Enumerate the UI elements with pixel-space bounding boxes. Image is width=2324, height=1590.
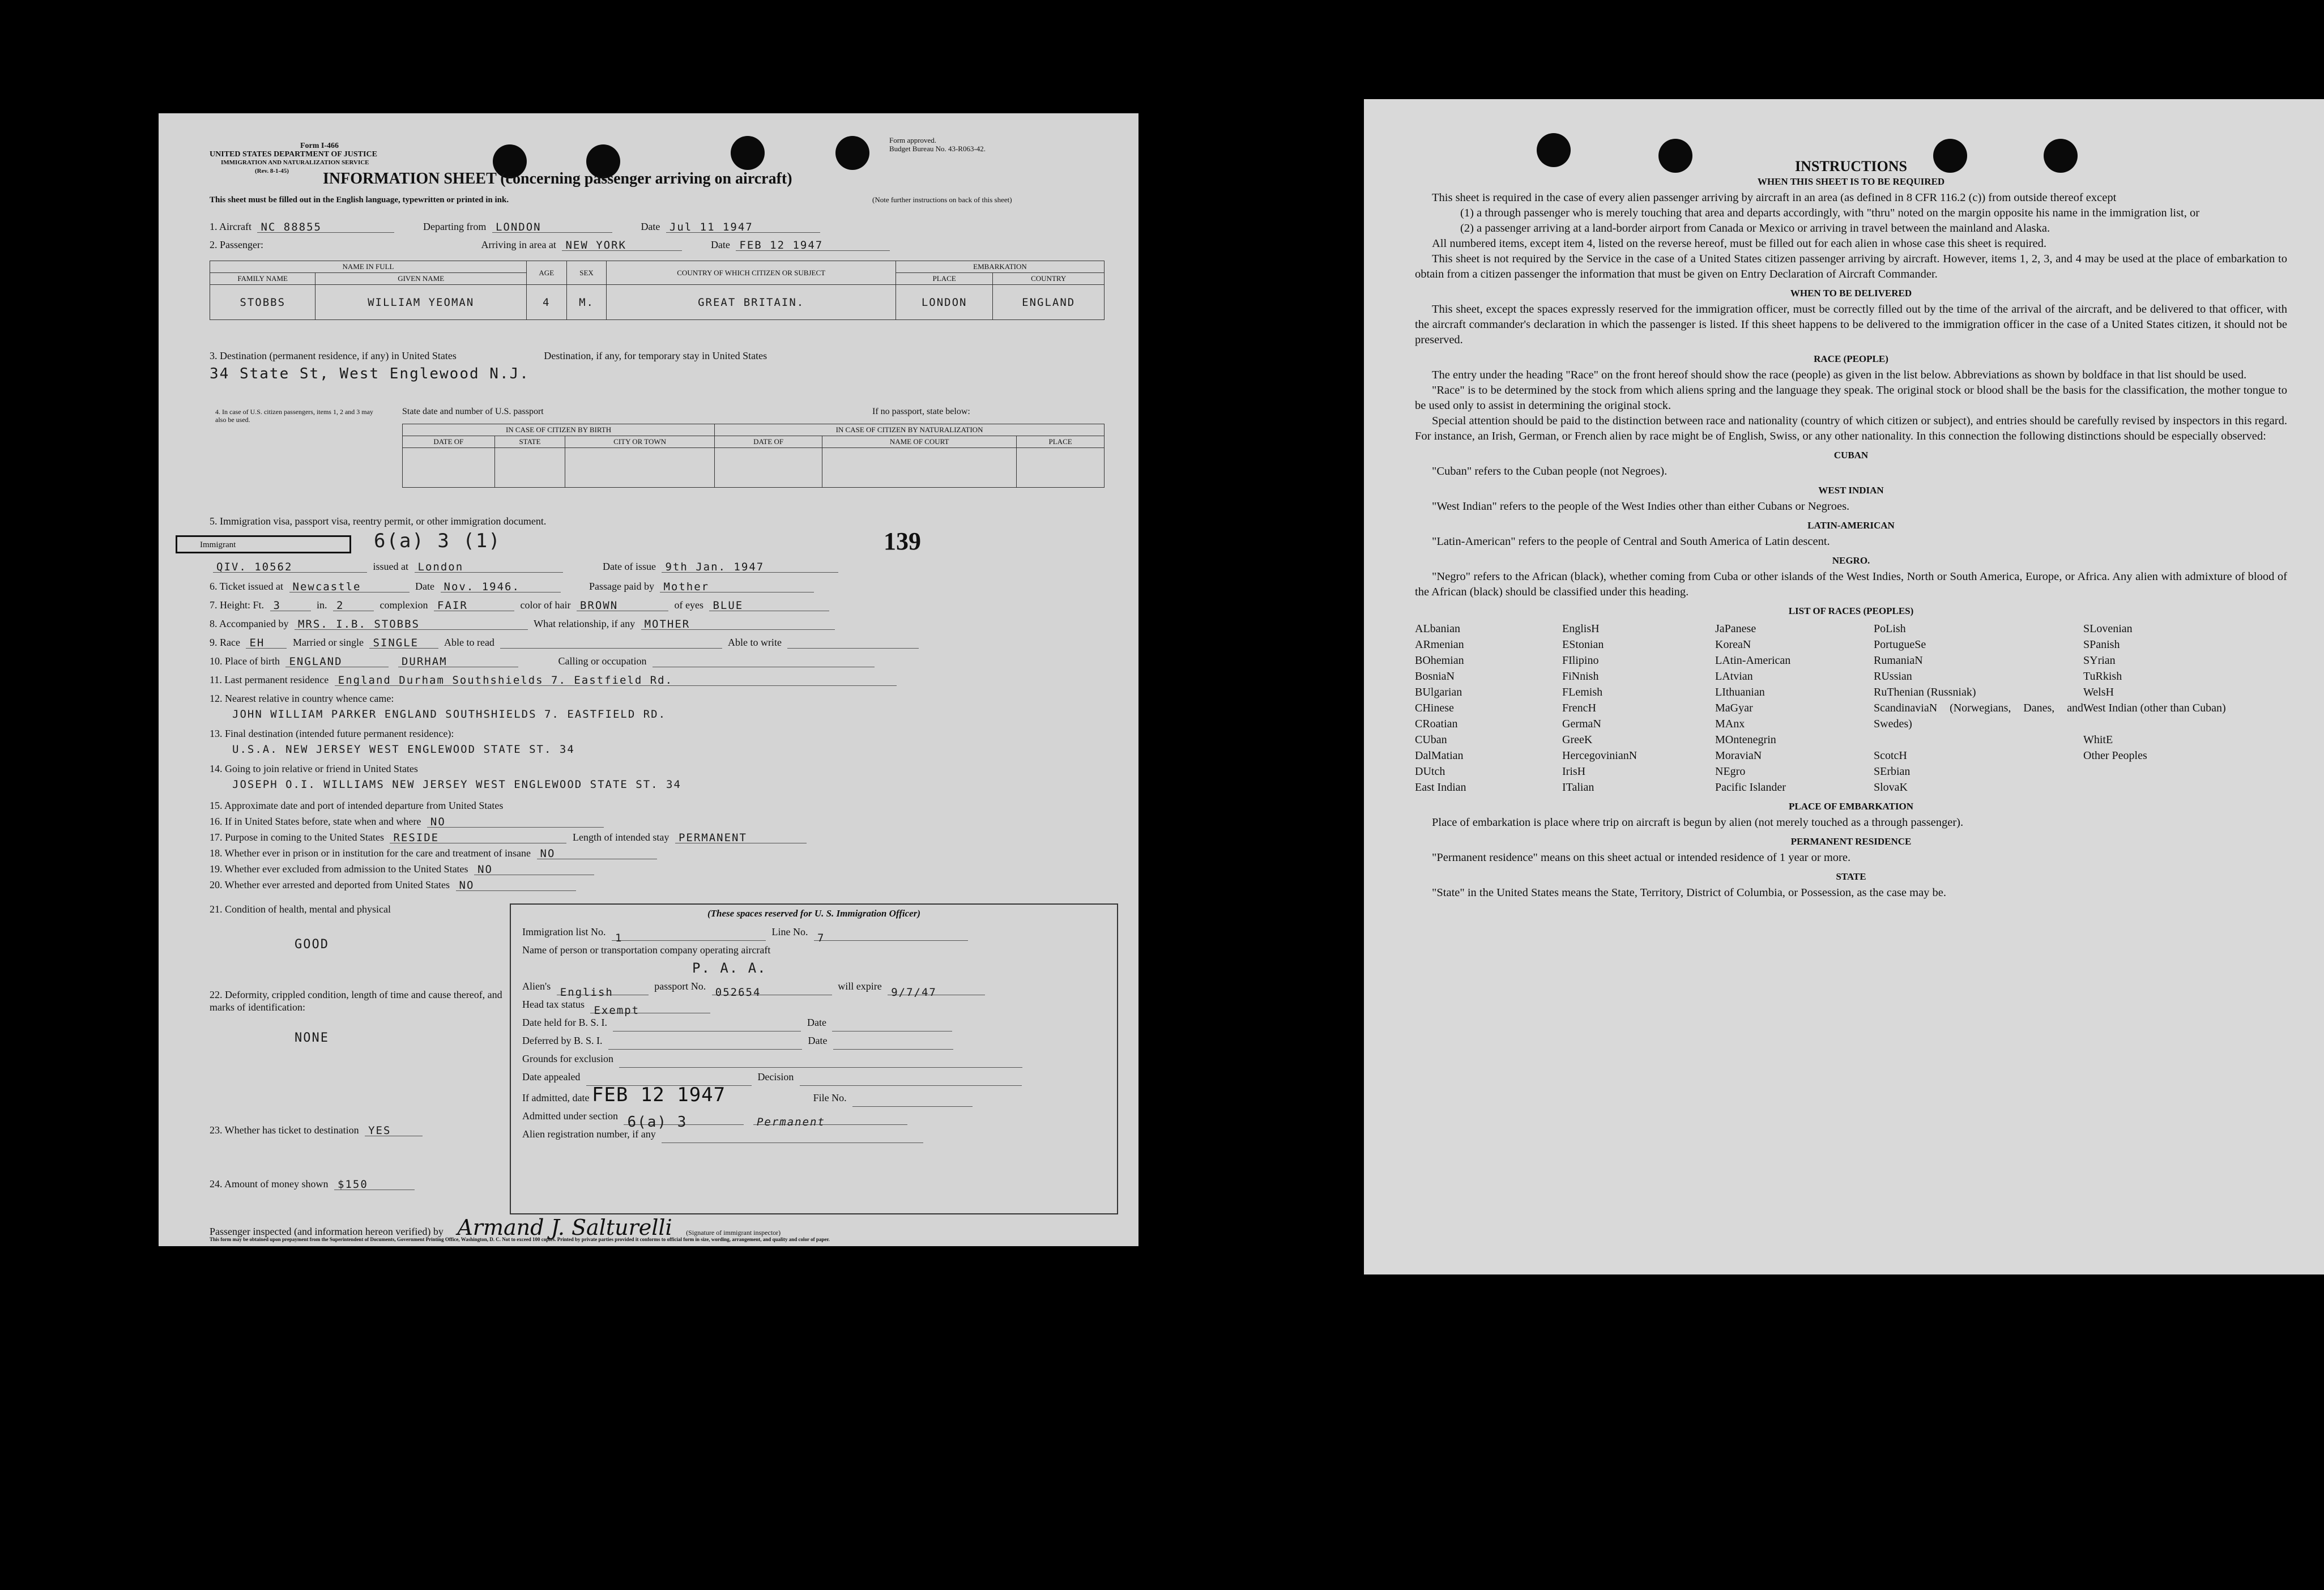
race-item: ITalian (1562, 781, 1594, 794)
heading-latin-american: LATIN-AMERICAN (1807, 520, 1895, 531)
heading-negro: NEGRO. (1832, 555, 1870, 566)
race-item: ScotcH (1874, 749, 1907, 762)
heading-permanent-residence: PERMANENT RESIDENCE (1790, 836, 1912, 847)
headtax-status: Exempt (590, 1001, 710, 1013)
admission-time: Permanent (753, 1113, 907, 1125)
q21-label: 21. Condition of health, mental and physical (210, 903, 391, 915)
race-item: CRoatian (1415, 718, 1458, 730)
race-item: LIthuanian (1715, 686, 1765, 698)
fill-instruction: This sheet must be filled out in the English language, typewritten or printed in ink. (210, 195, 509, 204)
list-label: Immigration list No. (522, 926, 606, 937)
race-item: GreeK (1562, 734, 1593, 746)
height-ft: 3 (270, 599, 311, 611)
subheader-place: PLACE (896, 273, 992, 285)
subheader-family: FAMILY NAME (210, 273, 315, 285)
race-item: ScandinaviaN (Norwegians, Danes, and Swedes) (1874, 702, 2083, 730)
q5-label: 5. Immigration visa, passport visa, reentry permit, or other immigration document. (210, 515, 547, 527)
q12-label: 12. Nearest relative in country whence came: (210, 693, 394, 704)
race-item: PortugueSe (1874, 638, 1926, 651)
race-item: EStonian (1562, 638, 1604, 651)
race-item: FiNnish (1562, 670, 1599, 683)
family-name: STOBBS (210, 285, 315, 320)
para-west-indian: "West Indian" refers to the people of the West Indies other than either Cubans or Negroes. (1432, 500, 1850, 513)
race-item: GermaN (1562, 718, 1601, 730)
birth-city: DURHAM (398, 655, 518, 667)
punch-hole (731, 136, 765, 170)
aircraft-value: NC 88855 (257, 221, 394, 233)
list-number: 1 (612, 929, 766, 941)
q18-label: 18. Whether ever in prison or in institution for the care and treatment of insane (210, 847, 531, 859)
race-item: EnglisH (1562, 623, 1600, 635)
race-item: ARmenian (1415, 638, 1464, 651)
service: IMMIGRATION AND NATURALIZATION SERVICE (221, 159, 369, 166)
race-item: BOhemian (1415, 654, 1464, 667)
race-item: IrisH (1562, 765, 1586, 778)
accompanied-by: MRS. I.B. STOBBS (295, 618, 528, 630)
officer-box-title: (These spaces reserved for U. S. Immigration Officer) (707, 908, 920, 919)
admitted-row (522, 1086, 1106, 1107)
ticket-date: Nov. 1946. (441, 581, 561, 592)
eye-color: BLUE (709, 599, 829, 611)
heading-list-of-races: LIST OF RACES (PEOPLES) (1788, 606, 1914, 616)
q20-row (210, 879, 1105, 891)
citizen-table (402, 424, 1105, 488)
para-exception-1: (1) a through passenger who is merely touching that area and departs accordingly, with "thru" noted on the margin opposite his name in the immigration list, or (1460, 207, 2200, 219)
race-item: MaGyar (1715, 702, 1753, 714)
company-value: P. A. A. (692, 960, 767, 976)
read-label: Able to read (444, 637, 494, 648)
form-number: Form I-466 (300, 142, 339, 150)
race-item: BosniaN (1415, 670, 1455, 683)
given-name: WILLIAM YEOMAN (315, 285, 527, 320)
hair-label: color of hair (520, 599, 571, 611)
race-item: WelsH (2083, 686, 2114, 698)
col-state: STATE (494, 436, 565, 448)
visa-number: QIV. 10562 (213, 561, 367, 573)
aircraft-label: 1. Aircraft (210, 221, 251, 232)
last-residence: England Durham Southshields 7. Eastfield Rd. (335, 674, 897, 686)
issue-date-label: Date of issue (603, 561, 656, 572)
para-latin-american: "Latin-American" refers to the people of Central and South America of Latin descent. (1432, 535, 1830, 548)
heading-when-delivered: WHEN TO BE DELIVERED (1790, 288, 1912, 299)
para-cuban: "Cuban" refers to the Cuban people (not Negroes). (1432, 465, 1668, 478)
held-row (522, 1013, 1106, 1031)
admitted-section: 6(a) 3 (624, 1113, 744, 1125)
grounds-label: Grounds for exclusion (522, 1053, 613, 1064)
departing-value: LONDON (492, 221, 612, 233)
race-item: WhitE (2083, 734, 2113, 746)
q4-state-label: State date and number of U.S. passport (402, 407, 544, 416)
q21-value: GOOD (295, 937, 329, 952)
race-item: FLemish (1562, 686, 1603, 698)
embarkation-country: ENGLAND (993, 285, 1105, 320)
passport-label: passport No. (654, 981, 706, 992)
q23-row (210, 1124, 426, 1136)
q23-value: YES (365, 1124, 423, 1136)
q24-label: 24. Amount of money shown (210, 1178, 329, 1190)
age: 4 (527, 285, 567, 320)
verified-label: Passenger inspected (and information hereon verified) by (210, 1226, 444, 1237)
race-item: ALbanian (1415, 623, 1460, 635)
q18-row (210, 847, 1105, 859)
last-residence-label: 11. Last permanent residence (210, 674, 329, 685)
q15-label: 15. Approximate date and port of intended departure from United States (210, 800, 504, 811)
sex: M. (566, 285, 607, 320)
eyes-label: of eyes (674, 599, 703, 611)
q4-no-passport: If no passport, state below: (872, 407, 970, 416)
date-label: Date (415, 581, 434, 592)
race-column (1874, 621, 2083, 795)
citizen-by-naturalization: IN CASE OF CITIZEN BY NATURALIZATION (715, 424, 1105, 436)
q8-row (210, 618, 1105, 630)
q13-label: 13. Final destination (intended future permanent residence): (210, 728, 454, 739)
arriving-value: NEW YORK (562, 239, 682, 251)
heading-place-of-embarkation: PLACE OF EMBARKATION (1788, 801, 1914, 812)
race-column (1562, 621, 1715, 795)
visa-class: 6(a) 3 (1) (374, 530, 501, 552)
departure-date: Jul 11 1947 (666, 221, 820, 233)
q17-label: 17. Purpose in coming to the United States (210, 832, 384, 843)
temp-destination-label: Destination, if any, for temporary stay in United States (544, 350, 767, 361)
arrival-date: FEB 12 1947 (736, 239, 890, 251)
para-exception-2: (2) a passenger arriving at a land-border airport from Canada or Mexico or arriving in travel between the mainland and Alaska. (1460, 222, 2050, 235)
race-item: RumaniaN (1874, 654, 1923, 667)
complexion-label: complexion (379, 599, 428, 611)
race-item: CUban (1415, 734, 1447, 746)
issued-at: London (415, 561, 563, 573)
race-item: SErbian (1874, 765, 1911, 778)
race-item: DalMatian (1415, 749, 1464, 762)
instructions-title: INSTRUCTIONS (1795, 158, 1907, 174)
budget-number: Budget Bureau No. 43-R063-42. (889, 144, 986, 153)
company-label: Name of person or transportation company operating aircraft (522, 944, 771, 956)
appealed-label: Date appealed (522, 1071, 581, 1082)
nearest-relative: JOHN WILLIAM PARKER ENGLAND SOUTHSHIELDS 7. EASTFIELD RD. (232, 708, 667, 721)
q11-row (210, 674, 1105, 686)
officer-reserved-box (510, 903, 1118, 1214)
joining-relative: JOSEPH O.I. WILLIAMS NEW JERSEY WEST ENGLEWOOD STATE ST. 34 (232, 778, 681, 791)
race-item: CHinese (1415, 702, 1454, 714)
heading-cuban: CUBAN (1833, 450, 1869, 461)
birth-country: ENGLAND (285, 655, 389, 667)
date-label: Date (807, 1017, 826, 1028)
final-destination: U.S.A. NEW JERSEY WEST ENGLEWOOD STATE ST. 34 (232, 743, 575, 756)
revision: (Rev. 8-1-45) (255, 168, 289, 174)
heading-race: RACE (PEOPLE) (1814, 353, 1888, 364)
para-negro: "Negro" refers to the African (black), whether coming from Cuba or other islands of the West Indies, North or South America, Europe, or Africa. Any alien with admixture of blood of the African (black) should be classified under this heading. (1415, 570, 2287, 598)
para-permanent-residence: "Permanent residence" means on this sheet actual or intended residence of 1 year or more. (1432, 851, 1851, 864)
races-list (1415, 621, 2287, 795)
header-embarkation: EMBARKATION (896, 261, 1104, 273)
q20-label: 20. Whether ever arrested and deported from United States (210, 879, 450, 890)
race: EH (246, 637, 287, 649)
deferred-label: Deferred by B. S. I. (522, 1035, 603, 1046)
q24-value: $150 (334, 1178, 415, 1190)
immigrant-stamp: Immigrant (176, 535, 351, 553)
birth-label: 10. Place of birth (210, 655, 280, 667)
punch-hole (835, 136, 869, 170)
header-sex: SEX (566, 261, 607, 285)
race-item: BUlgarian (1415, 686, 1462, 698)
hair-color: BROWN (577, 599, 668, 611)
q16-value: NO (427, 816, 604, 828)
para-delivery: This sheet, except the spaces expressly reserved for the immigration officer, must be correctly filled out by the time of the arrival of the aircraft, and be delivered to that officer, with the aircraft commander's declaration in which the passenger is listed. If this sheet happens to be delivered to the immigration officer in the case of a United States citizen, it should not be preserved. (1415, 303, 2287, 346)
section-row (522, 1107, 1106, 1131)
grounds-row (522, 1050, 1106, 1068)
complexion: FAIR (434, 599, 514, 611)
q7-row (210, 599, 1105, 611)
race-column (2083, 621, 2231, 795)
passport-number: 052654 (712, 983, 832, 995)
race-item: Other Peoples (2083, 749, 2147, 762)
header-age: AGE (527, 261, 567, 285)
arriving-label: Arriving in area at (481, 239, 556, 250)
race-item: RUssian (1874, 670, 1912, 683)
col-city: CITY OR TOWN (565, 436, 715, 448)
q18-value: NO (537, 847, 657, 859)
col-place: PLACE (1017, 436, 1105, 448)
stay-label: Length of intended stay (572, 832, 670, 843)
instructions-body (1415, 159, 2287, 901)
admitted-date: FEB 12 1947 (591, 1084, 726, 1106)
para-state: "State" in the United States means the State, Territory, District of Columbia, or Possession, as the case may be. (1432, 886, 1947, 899)
race-item: SlovaK (1874, 781, 1908, 794)
col-date: DATE OF (715, 436, 822, 448)
race-column (1415, 621, 1562, 795)
headtax-row (522, 995, 1106, 1017)
departing-label: Departing from (423, 221, 487, 232)
q16-row (210, 816, 1105, 828)
alien-row (522, 977, 1106, 999)
inches-label: in. (317, 599, 327, 611)
passage-paid-by: Mother (660, 581, 814, 592)
date-label: Date (710, 239, 730, 250)
race-item: SYrian (2083, 654, 2116, 667)
race-item: RuThenian (Russniak) (1874, 686, 1976, 698)
race-item: Pacific Islander (1715, 781, 1786, 794)
married-label: Married or single (292, 637, 364, 648)
race-item: KoreaN (1715, 638, 1751, 651)
registration-label: Alien registration number, if any (522, 1128, 656, 1140)
col-date: DATE OF (403, 436, 495, 448)
q20-value: NO (456, 879, 576, 891)
department: UNITED STATES DEPARTMENT OF JUSTICE (210, 150, 377, 159)
para-race-stock: "Race" is to be determined by the stock from which aliens spring and the language they speak. The original stock or blood shall be the basis for the classification, the mother tongue to be used only to assist in determining the original stock. (1415, 384, 2287, 412)
stay-value: PERMANENT (675, 832, 807, 843)
passenger-table (210, 261, 1105, 320)
section-label: Admitted under section (522, 1110, 618, 1122)
para-race-nationality: Special attention should be paid to the distinction between race and nationality (country of which citizen or subject), and entries should be carefully revised by inspectors in this regard. For instance, an Irish, German, or French alien by race might be of English, Swiss, or any other nationality. In this connection the following distinctions should be especially observed: (1415, 415, 2287, 442)
q22-value: NONE (295, 1031, 329, 1045)
citizen-country: GREAT BRITAIN. (607, 285, 896, 320)
header-citizen: COUNTRY OF WHICH CITIZEN OR SUBJECT (607, 261, 896, 285)
q17-row (210, 832, 1105, 843)
race-item: SLovenian (2083, 623, 2133, 635)
passenger-label: 2. Passenger: (210, 239, 263, 250)
race-item: PoLish (1874, 623, 1906, 635)
race-label: 9. Race (210, 637, 240, 648)
form-title: INFORMATION SHEET (concerning passenger arriving on aircraft) (323, 170, 792, 187)
q23-label: 23. Whether has ticket to destination (210, 1124, 359, 1136)
q9-row (210, 637, 1105, 649)
passport-expire: 9/7/47 (888, 983, 985, 995)
para-embarkation: Place of embarkation is place where trip on aircraft is begun by alien (not merely touched as a through passenger). (1432, 816, 1964, 829)
relationship: MOTHER (641, 618, 835, 630)
embarkation-place: LONDON (896, 285, 992, 320)
para-required: This sheet is required in the case of every alien passenger arriving by aircraft in an area (as defined in 8 CFR 116.2 (c)) from outside thereof except (1432, 191, 2117, 204)
q22-label: 22. Deformity, crippled condition, length of time and cause thereof, and marks of identification: (210, 989, 502, 1013)
file-number-label: File No. (813, 1092, 847, 1103)
race-item: HercegovinianN (1562, 749, 1638, 762)
occupation-label: Calling or occupation (558, 655, 647, 667)
information-sheet-front (159, 113, 1138, 1246)
held-label: Date held for B. S. I. (522, 1017, 607, 1028)
write-label: Able to write (727, 637, 782, 648)
ticket-label: 6. Ticket issued at (210, 581, 284, 592)
inspector-signature: Armand J. Salturelli (457, 1215, 672, 1240)
citizen-by-birth: IN CASE OF CITIZEN BY BIRTH (403, 424, 715, 436)
para-race-entry: The entry under the heading "Race" on the front hereof should show the race (people) as given in the list below. Abbreviations as shown by boldface in that list should be used. (1432, 369, 2247, 381)
signature-caption: (Signature of immigrant inspector) (686, 1229, 781, 1237)
issue-date: 9th Jan. 1947 (662, 561, 838, 573)
alien-label: Alien's (522, 981, 551, 992)
q10-row (210, 655, 1105, 667)
q6-row (210, 581, 1105, 592)
admitted-label: If admitted, date (522, 1092, 590, 1103)
form-approved: Form approved. (889, 136, 937, 144)
para-numbered-items: All numbered items, except item 4, listed on the reverse hereof, must be filled out for each alien in whose case this sheet is required. (1432, 237, 2047, 250)
passenger-row (210, 239, 1105, 251)
destination-value: 34 State St, West Englewood N.J. (210, 365, 530, 382)
information-sheet-back (1364, 99, 2324, 1274)
height-label: 7. Height: Ft. (210, 599, 265, 611)
decision-label: Decision (757, 1071, 794, 1082)
ticket-place: Newcastle (289, 581, 410, 592)
race-column (1715, 621, 1874, 795)
q4-label: 4. In case of U.S. citizen passengers, items 1, 2 and 3 may also be used. (215, 408, 373, 424)
q19-label: 19. Whether ever excluded from admission to the United States (210, 863, 468, 875)
race-item: LAtvian (1715, 670, 1753, 683)
race-item: East Indian (1415, 781, 1466, 794)
race-item: SPanish (2083, 638, 2120, 651)
alien-language: English (557, 983, 649, 995)
back-note: (Note further instructions on back of this sheet) (872, 195, 1012, 204)
headtax-label: Head tax status (522, 999, 585, 1010)
date-label: Date (808, 1035, 828, 1046)
stamp-number: 139 (884, 527, 921, 555)
destination-label: 3. Destination (permanent residence, if any) in United States (210, 350, 457, 361)
deferred-row (522, 1031, 1106, 1050)
issued-at-label: issued at (373, 561, 408, 572)
race-item: MAnx (1715, 718, 1745, 730)
race-item: DUtch (1415, 765, 1445, 778)
col-court: NAME OF COURT (822, 436, 1017, 448)
race-item: MOntenegrin (1715, 734, 1776, 746)
race-item: FIlipino (1562, 654, 1599, 667)
race-item: TuRkish (2083, 670, 2122, 683)
q24-row (210, 1178, 418, 1190)
line-number: 7 (814, 929, 968, 941)
race-item: NEgro (1715, 765, 1746, 778)
race-item: LAtin-American (1715, 654, 1791, 667)
heading-state: STATE (1836, 871, 1866, 882)
heading-when-required: WHEN THIS SHEET IS TO BE REQUIRED (1757, 176, 1945, 187)
line-label: Line No. (771, 926, 808, 937)
height-in: 2 (333, 599, 374, 611)
expire-label: will expire (838, 981, 882, 992)
para-citizen: This sheet is not required by the Service in the case of a United States citizen passenger arriving by aircraft. However, items 1, 2, 3, and 4 may be used at the place of embarkation to obtain from a citizen passenger the information that must be given on Entry Declaration of Aircraft Commander. (1415, 253, 2287, 280)
subheader-country: COUNTRY (993, 273, 1105, 285)
race-item: JaPanese (1715, 623, 1756, 635)
race-item: West Indian (other than Cuban) (2083, 702, 2226, 714)
q19-value: NO (474, 863, 594, 875)
race-item: FrencH (1562, 702, 1596, 714)
q14-label: 14. Going to join relative or friend in United States (210, 763, 418, 774)
header-name: NAME IN FULL (210, 261, 527, 273)
list-row (522, 923, 1106, 944)
accompanied-label: 8. Accompanied by (210, 618, 289, 629)
heading-west-indian: WEST INDIAN (1818, 485, 1884, 496)
q16-label: 16. If in United States before, state when and where (210, 816, 421, 827)
destination-row (210, 350, 1105, 362)
marital-status: SINGLE (369, 637, 438, 649)
date-label: Date (641, 221, 660, 232)
q19-row (210, 863, 1105, 875)
registration-row (522, 1125, 1106, 1143)
subheader-given: GIVEN NAME (315, 273, 527, 285)
aircraft-row (210, 221, 1105, 233)
passage-label: Passage paid by (589, 581, 654, 592)
race-item: MoraviaN (1715, 749, 1762, 762)
footer-note: This form may be obtained upon prepayment from the Superintendent of Documents, Government Printing Office, Washington, D. C. Not to exceed 100 copies. Printed by private parties provided it conforms to official form in size, wording, arrangement, and quality and color of paper. (210, 1237, 830, 1242)
visa-row (210, 561, 1105, 573)
relationship-label: What relationship, if any (534, 618, 636, 629)
q17-value: RESIDE (390, 832, 566, 843)
